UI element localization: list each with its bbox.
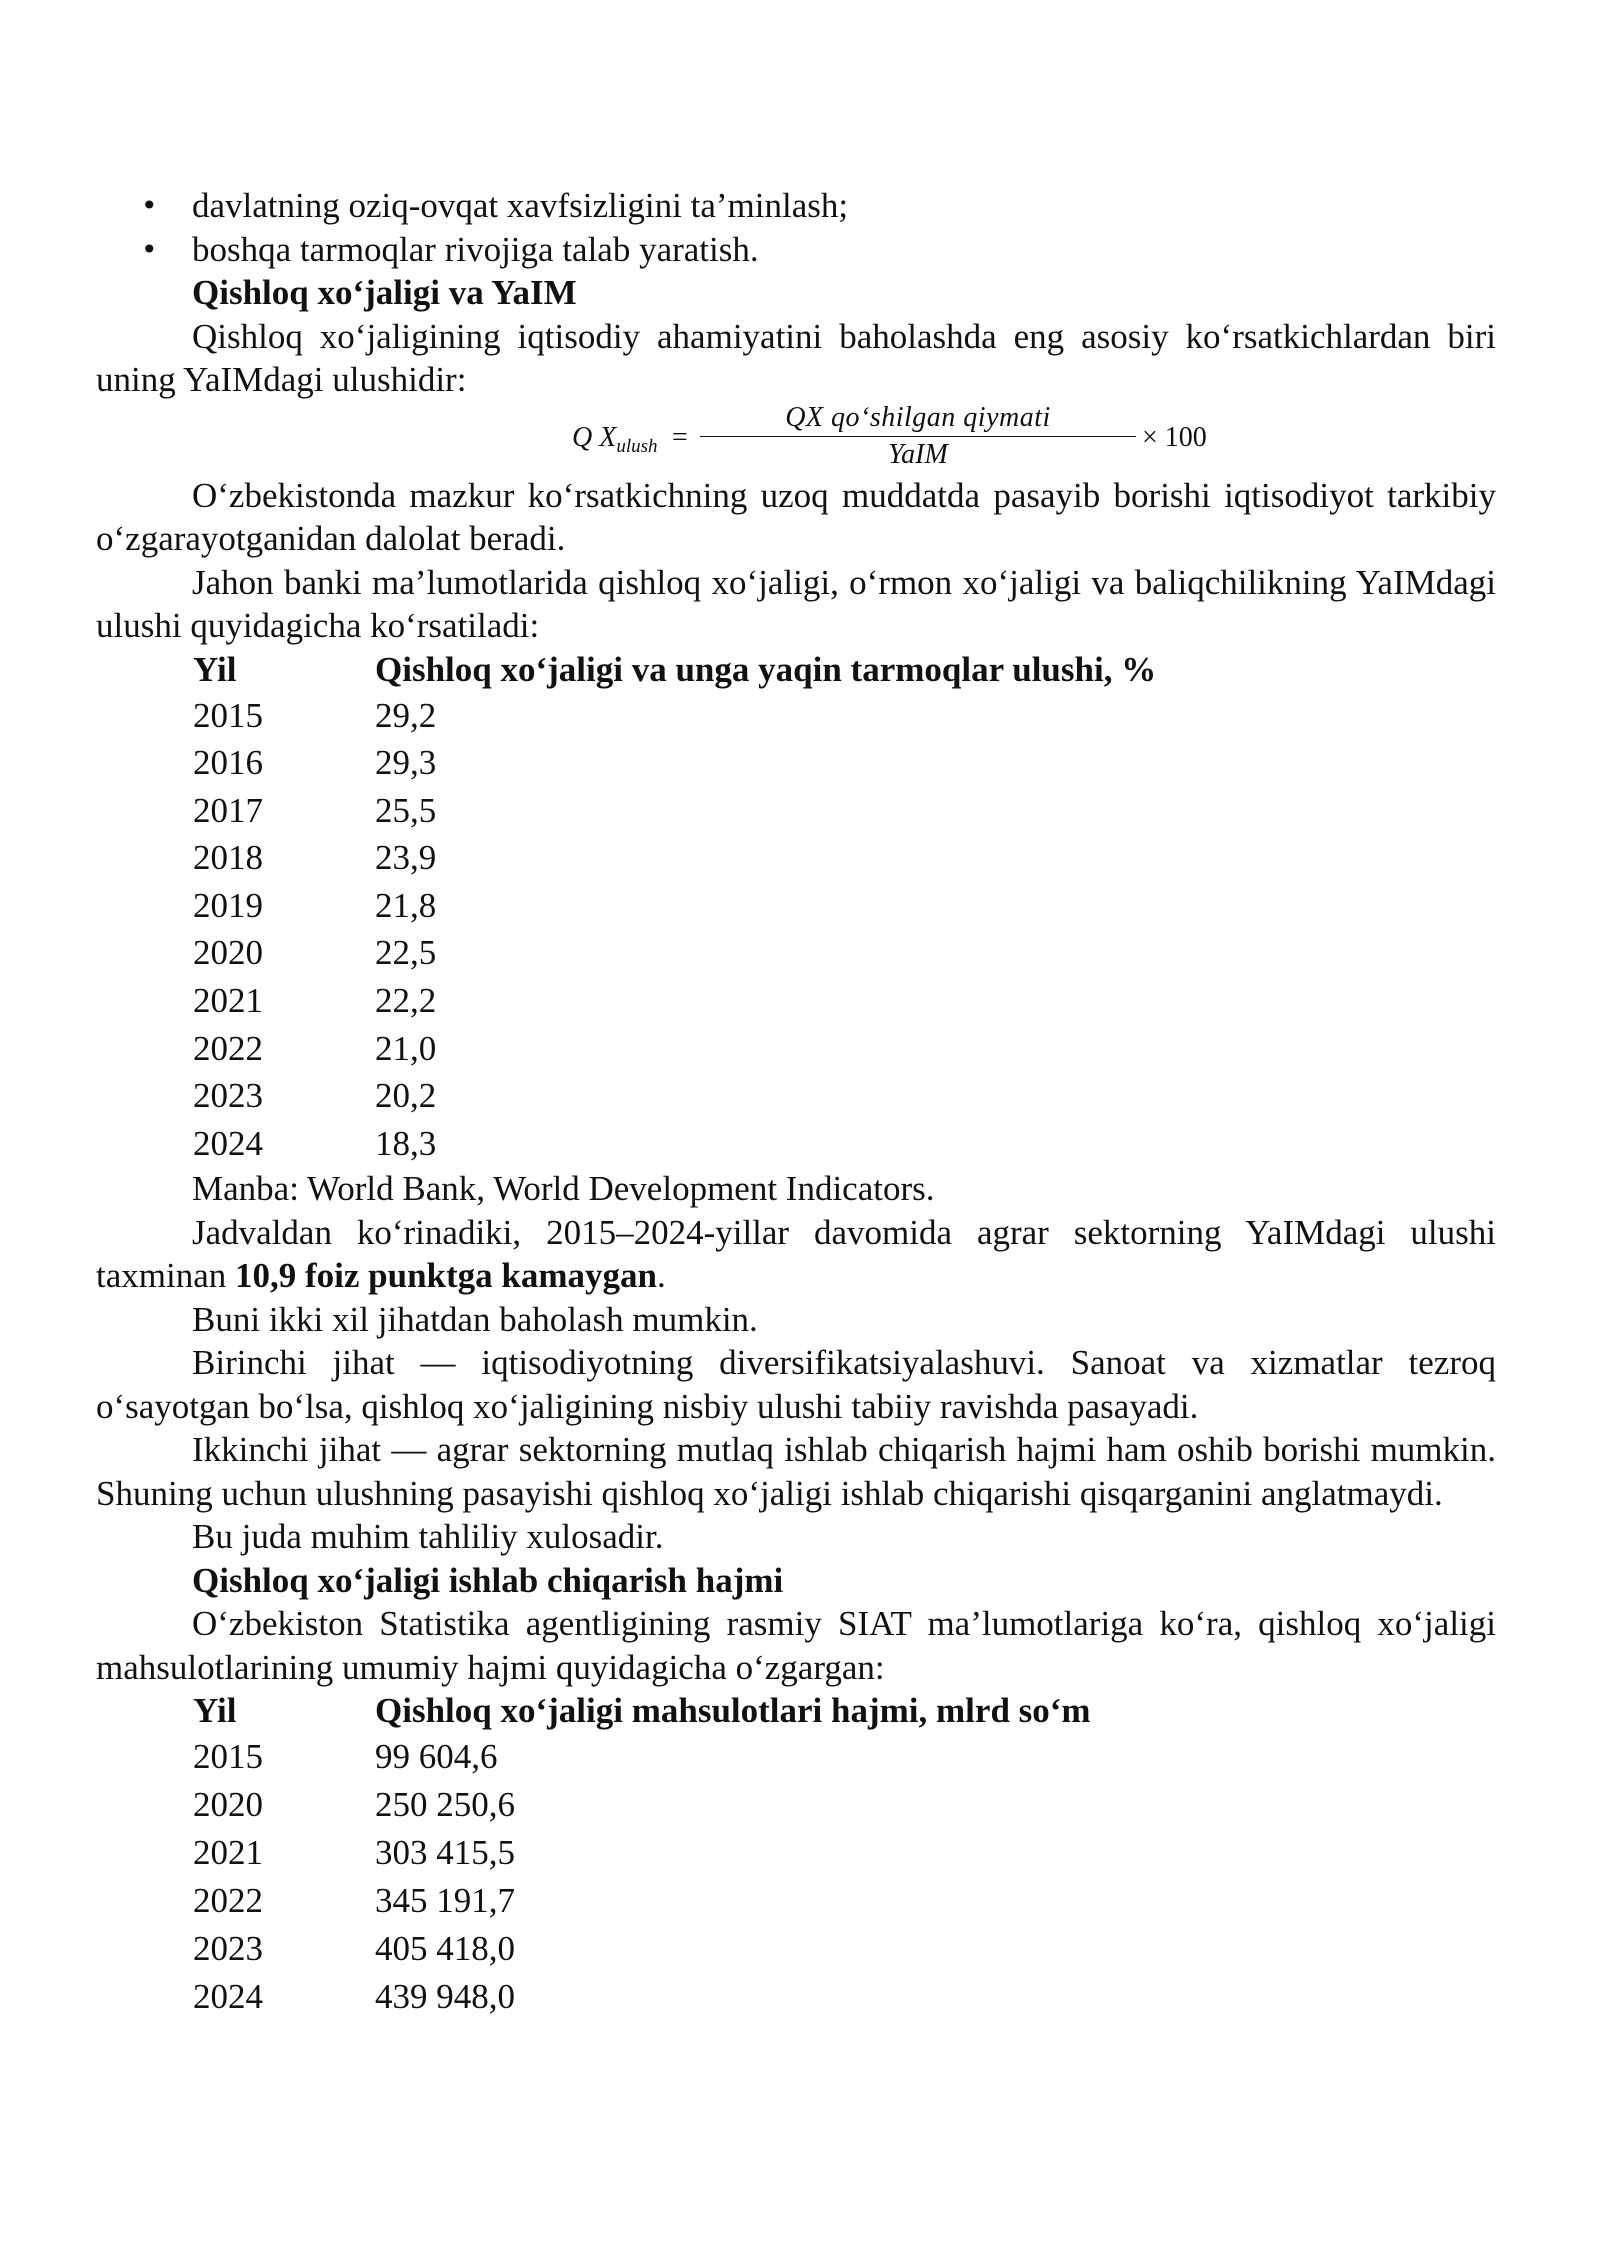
paragraph: Buni ikki xil jihatdan baholash mumkin.: [192, 1299, 758, 1339]
table-cell-value: 23,9: [375, 838, 437, 878]
table-cell-value: 21,8: [375, 885, 437, 925]
table-cell-year: 2018: [193, 838, 263, 878]
paragraph-intro: Qishloq xo‘jaligining iqtisodiy ahamiyatini baholashda eng asosiy ko‘rsatkichlardan biri uning YaIMdagi ulushidir:: [96, 316, 1496, 399]
table-cell-year: 2017: [193, 790, 263, 830]
gdp-share-table: [193, 648, 1496, 1168]
paragraph: Jahon banki ma’lumotlarida qishloq xo‘jaligi, o‘rmon xo‘jaligi va baliqchilikning YaIMdagi ulushi quyidagicha ko‘rsatiladi:: [96, 562, 1496, 645]
paragraph: Ikkinchi jihat — agrar sektorning mutlaq ishlab chiqarish hajmi ham oshib borishi mumkin. Shuning uchun ulushning pasayishi qishloq xo‘jaligi ishlab chiqarishi qisqarganini anglatmaydi.: [96, 1430, 1496, 1513]
table-cell-year: 2020: [193, 1785, 263, 1825]
table-cell-year: 2024: [193, 1123, 263, 1163]
paragraph: O‘zbekistonda mazkur ko‘rsatkichning uzoq muddatda pasayib borishi iqtisodiyot tarkibiy o‘zgarayotganidan dalolat beradi.: [96, 475, 1496, 558]
table-row: [193, 1973, 1496, 2021]
table-cell-value: 22,2: [375, 981, 437, 1021]
paragraph: Bu juda muhim tahliliy xulosadir.: [192, 1517, 664, 1557]
table-cell-year: 2022: [193, 1881, 263, 1921]
table-cell-year: 2021: [193, 981, 263, 1021]
paragraph-intro: O‘zbekiston Statistika agentligining rasmiy SIAT ma’lumotlariga ko‘ra, qishloq xo‘jaligi mahsulotlarining umumiy hajmi quyidagicha o‘zgargan:: [96, 1604, 1496, 1687]
table-cell-year: 2016: [193, 743, 263, 783]
table-cell-year: 2024: [193, 1977, 263, 2017]
table-row: [193, 929, 1496, 977]
paragraph: Jadvaldan ko‘rinadiki, 2015–2024-yillar davomida agrar sektorning YaIMdagi ulushi taxminan 10,9 foiz punktga kamaygan.: [96, 1212, 1496, 1296]
table-cell-value: 405 418,0: [375, 1929, 515, 1969]
share-formula: [96, 402, 1496, 474]
formula-fraction: [700, 402, 1136, 471]
formula-equals: =: [672, 421, 688, 453]
table-row: [193, 1877, 1496, 1925]
table-header-row: [193, 1689, 1496, 1733]
table-row: [193, 1025, 1496, 1073]
table-row: [193, 1733, 1496, 1781]
table-row: [193, 977, 1496, 1025]
section-heading-production: Qishloq xo‘jaligi ishlab chiqarish hajmi: [192, 1560, 784, 1600]
table-row: [193, 1925, 1496, 1973]
table-row: [193, 1120, 1496, 1168]
section-heading-gdp: Qishloq xo‘jaligi va YaIM: [192, 273, 577, 312]
table-cell-value: 29,3: [375, 743, 437, 783]
source-note: Manba: World Bank, World Development Indicators.: [192, 1169, 935, 1209]
table-cell-year: 2019: [193, 885, 263, 925]
table-cell-value: 439 948,0: [375, 1977, 515, 2017]
table-cell-value: 20,2: [375, 1076, 437, 1116]
table-header-value: Qishloq xo‘jaligi va unga yaqin tarmoqlar ulushi, %: [375, 649, 1157, 689]
table-cell-year: 2020: [193, 933, 263, 973]
formula-multiplier: × 100: [1142, 421, 1207, 453]
table-cell-year: 2015: [193, 695, 263, 735]
table-cell-value: 345 191,7: [375, 1881, 515, 1921]
table-row: [193, 739, 1496, 787]
table-cell-value: 25,5: [375, 790, 437, 830]
formula-denominator: YaIM: [888, 438, 948, 470]
table-row: [193, 882, 1496, 930]
table-header-year: Yil: [193, 649, 237, 689]
formula-subscript: ulush: [616, 435, 658, 457]
table-cell-year: 2022: [193, 1028, 263, 1068]
table-cell-value: 22,5: [375, 933, 437, 973]
table-row: [193, 834, 1496, 882]
document-page: [96, 184, 1496, 2021]
table-row: [193, 692, 1496, 740]
table-cell-value: 21,0: [375, 1028, 437, 1068]
table-header-year: Yil: [193, 1691, 237, 1731]
table-cell-value: 303 415,5: [375, 1833, 515, 1873]
table-cell-year: 2015: [193, 1737, 263, 1777]
table-cell-value: 29,2: [375, 695, 437, 735]
table-cell-year: 2023: [193, 1076, 263, 1116]
emphasis-text: 10,9 foiz punktga kamaygan: [235, 1256, 658, 1296]
table-cell-year: 2021: [193, 1833, 263, 1873]
table-cell-year: 2023: [193, 1929, 263, 1969]
formula-lhs: Q $X_{ulush}$: [572, 421, 658, 457]
table-row: [193, 1781, 1496, 1829]
bullet-item: • boshqa tarmoqlar rivojiga talab yaratish.: [96, 228, 1496, 272]
bullet-item: • davlatning oziq-ovqat xavfsizligini ta’minlash;: [96, 184, 1496, 228]
table-row: [193, 1829, 1496, 1877]
table-header-value: Qishloq xo‘jaligi mahsulotlari hajmi, mlrd so‘m: [375, 1691, 1091, 1731]
bullet-list: [96, 184, 1496, 271]
table-cell-value: 99 604,6: [375, 1737, 498, 1777]
table-row: [193, 787, 1496, 835]
production-volume-table: [193, 1689, 1496, 2021]
formula-numerator: QX qo‘shilgan qiymati: [700, 402, 1136, 437]
paragraph: Birinchi jihat — iqtisodiyotning diversifikatsiyalashuvi. Sanoat va xizmatlar tezroq o‘sayotgan bo‘lsa, qishloq xo‘jaligining nisbiy ulushi tabiiy ravishda pasayadi.: [96, 1343, 1496, 1426]
table-header-row: [193, 648, 1496, 692]
table-row: [193, 1072, 1496, 1120]
table-cell-value: 18,3: [375, 1123, 437, 1163]
table-cell-value: 250 250,6: [375, 1785, 515, 1825]
